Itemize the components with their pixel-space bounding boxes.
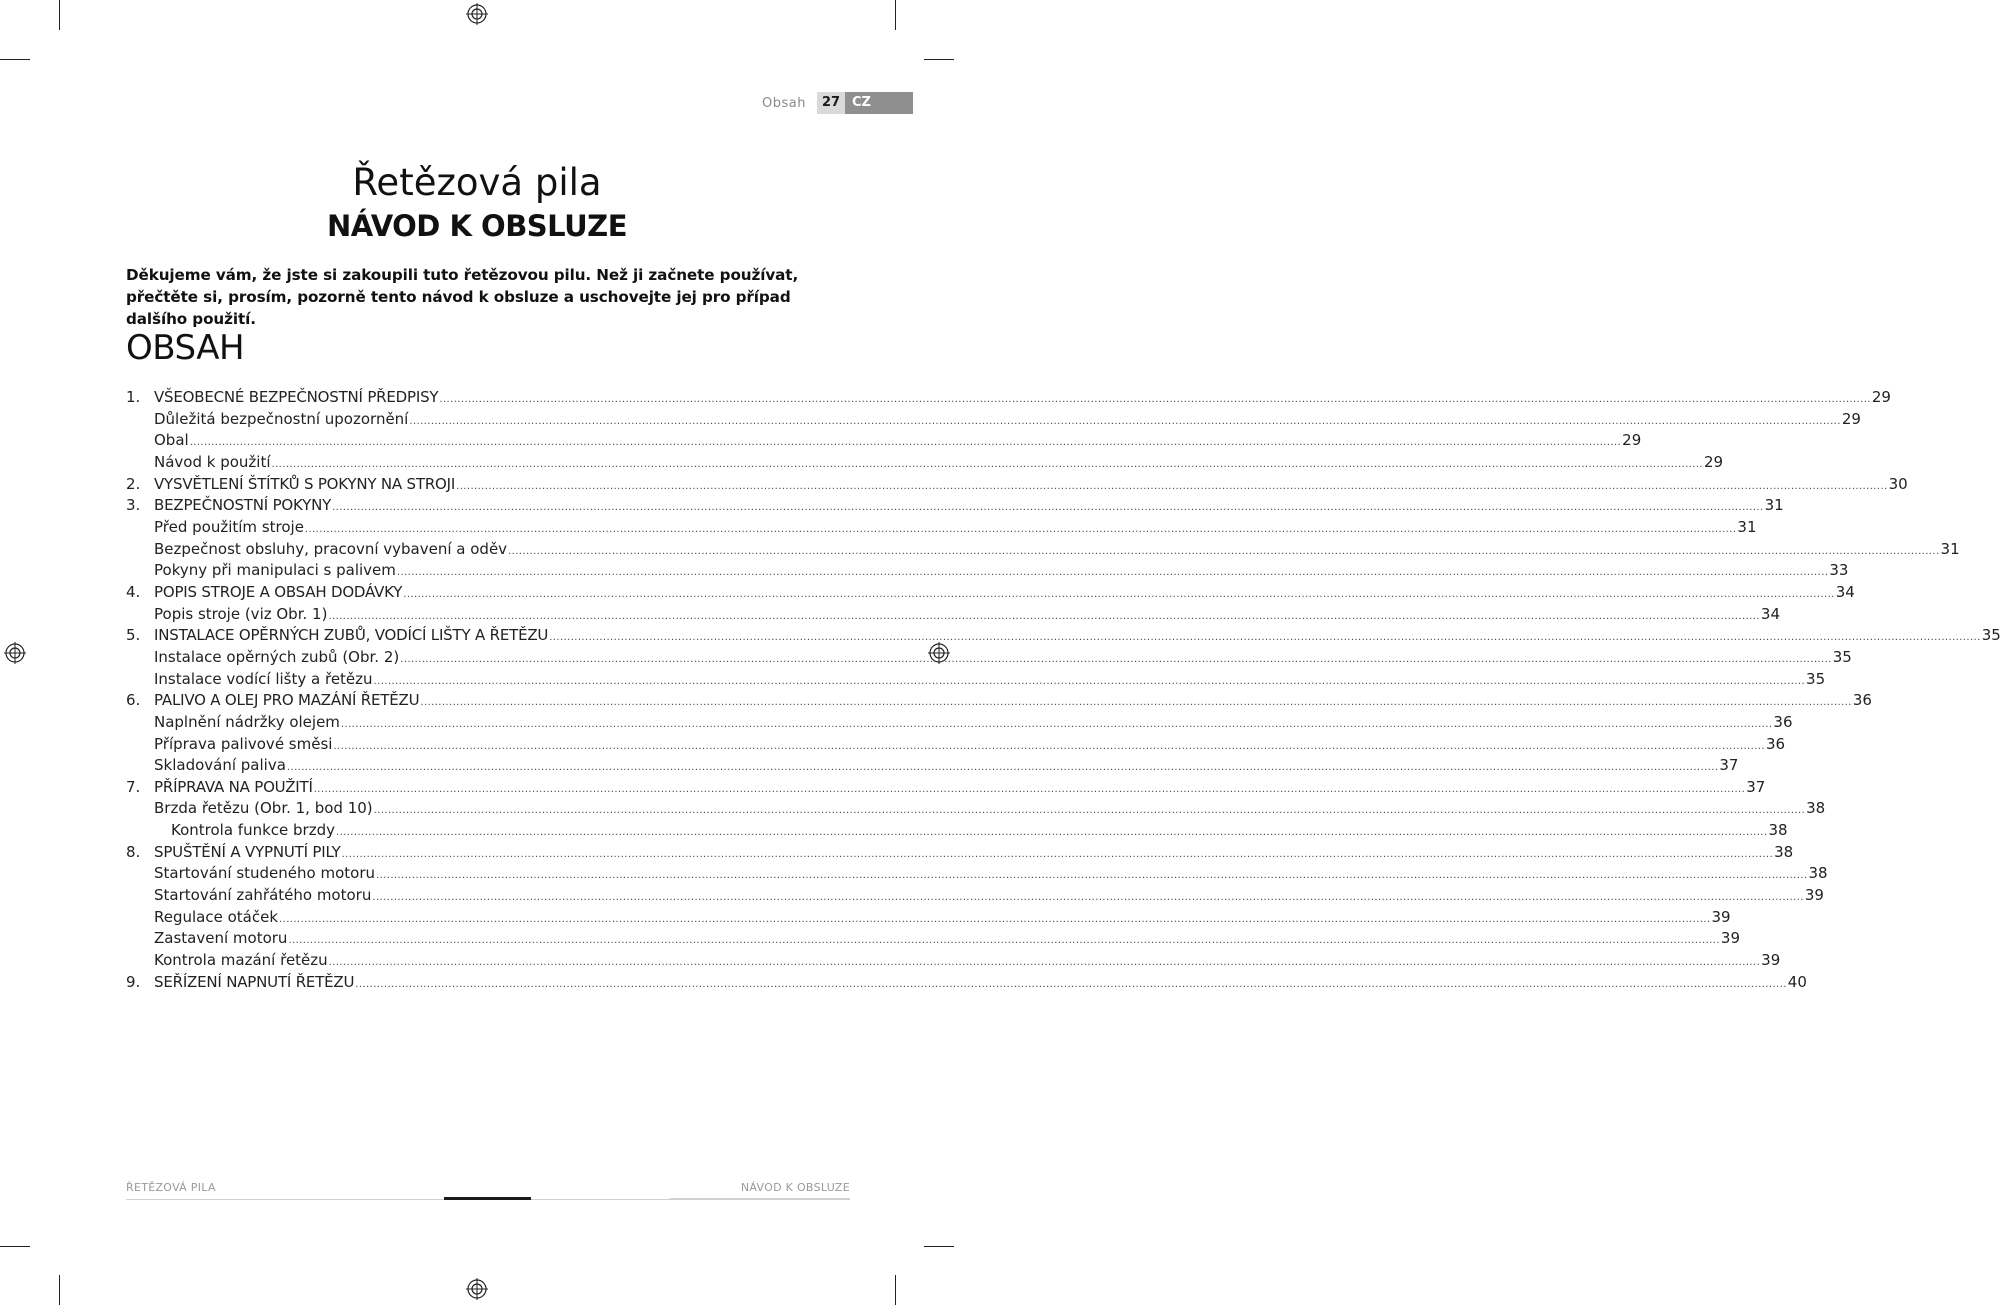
- toc-entry-page: 38: [1768, 821, 1788, 840]
- crop-mark-bottom-left-h: [0, 1246, 30, 1247]
- toc-dot-leader: ................................................................................................................................................................................................................................................................................................................................................................................................................: [373, 675, 1806, 687]
- toc-entry-page: 36: [1773, 712, 1793, 731]
- toc-entry-title: Pokyny při manipulaci s palivem: [154, 561, 396, 580]
- toc-entry[interactable]: [126, 863, 1828, 885]
- toc-dot-leader: ................................................................................................................................................................................................................................................................................................................................................................................................................: [376, 870, 1808, 882]
- toc-entry-page: 31: [1940, 539, 1960, 558]
- toc-entry-title: Instalace vodící lišty a řetězu: [154, 669, 373, 688]
- toc-entry-title: Příprava palivové směsi: [154, 734, 333, 753]
- toc-dot-leader: ................................................................................................................................................................................................................................................................................................................................................................................................................: [340, 718, 1773, 730]
- toc-entry[interactable]: [126, 950, 1781, 972]
- toc-entry-page: 39: [1720, 929, 1741, 948]
- toc-entry-number: 1.: [126, 388, 141, 406]
- registration-mark-icon: [466, 1278, 488, 1300]
- toc-entry[interactable]: [126, 474, 1908, 496]
- toc-entry[interactable]: [126, 842, 1794, 864]
- toc-entry[interactable]: [126, 928, 1741, 950]
- toc-entry-page: 37: [1746, 777, 1766, 796]
- toc-entry[interactable]: [126, 820, 1788, 842]
- toc-dot-leader: ................................................................................................................................................................................................................................................................................................................................................................................................................: [396, 567, 1829, 579]
- toc-entry[interactable]: [126, 798, 1826, 820]
- crop-mark-top-left-h: [0, 59, 30, 60]
- toc-entry-title: Brzda řetězu (Obr. 1, bod 10): [154, 799, 373, 818]
- table-of-contents: [126, 387, 2001, 993]
- toc-entry-number: 8.: [126, 842, 141, 861]
- toc-entry-page: 40: [1787, 972, 1807, 991]
- toc-entry-title: POPIS STROJE A OBSAH DODÁVKY: [154, 582, 403, 601]
- footer-rule-segment: [444, 1197, 531, 1200]
- footer-rule-segment: [670, 1198, 850, 1200]
- toc-entry-page: 36: [1765, 734, 1786, 753]
- toc-entry[interactable]: [126, 734, 1786, 756]
- toc-entry-title: Instalace opěrných zubů (Obr. 2): [154, 647, 400, 666]
- toc-entry-title: Obal: [154, 431, 189, 450]
- toc-entry[interactable]: [126, 560, 1849, 582]
- toc-entry-page: 29: [1841, 409, 1861, 428]
- toc-entry-page: 39: [1804, 886, 1824, 905]
- toc-entry-title: BEZPEČNOSTNÍ POKYNY: [154, 496, 332, 515]
- toc-entry-page: 35: [1981, 626, 2001, 645]
- toc-dot-leader: ................................................................................................................................................................................................................................................................................................................................................................................................................: [341, 848, 1774, 860]
- toc-entry-title: Skladování paliva: [154, 756, 286, 775]
- toc-entry[interactable]: [126, 907, 1731, 929]
- toc-entry-page: 37: [1719, 756, 1739, 775]
- document-title: Řetězová pila: [352, 161, 602, 204]
- toc-entry[interactable]: [126, 647, 1852, 669]
- toc-dot-leader: ................................................................................................................................................................................................................................................................................................................................................................................................................: [549, 632, 1981, 644]
- header-page-number: 27: [817, 92, 845, 114]
- toc-entry-title: Návod k použití: [154, 452, 271, 471]
- toc-dot-leader: ................................................................................................................................................................................................................................................................................................................................................................................................................: [355, 978, 1787, 990]
- toc-entry-number: 4.: [126, 582, 141, 601]
- toc-dot-leader: ................................................................................................................................................................................................................................................................................................................................................................................................................: [286, 762, 1719, 774]
- toc-entry-page: 39: [1761, 951, 1781, 970]
- toc-entry-title: SEŘÍZENÍ NAPNUTÍ ŘETĚZU: [154, 972, 355, 991]
- toc-entry[interactable]: [126, 452, 1724, 474]
- toc-entry[interactable]: [126, 409, 1861, 431]
- toc-entry-title: PALIVO A OLEJ PRO MAZÁNÍ ŘETĚZU: [154, 691, 420, 710]
- toc-entry[interactable]: [126, 972, 1807, 994]
- toc-dot-leader: ................................................................................................................................................................................................................................................................................................................................................................................................................: [333, 740, 1765, 752]
- toc-dot-leader: ................................................................................................................................................................................................................................................................................................................................................................................................................: [420, 697, 1852, 709]
- crop-mark-bottom-left-v: [59, 1275, 60, 1305]
- toc-dot-leader: ................................................................................................................................................................................................................................................................................................................................................................................................................: [328, 610, 1760, 622]
- toc-entry-title: Startování studeného motoru: [154, 864, 375, 883]
- crop-mark-bottom-right-h: [924, 1246, 954, 1247]
- toc-dot-leader: ................................................................................................................................................................................................................................................................................................................................................................................................................: [279, 913, 1711, 925]
- toc-entry-page: 35: [1806, 669, 1826, 688]
- toc-entry-page: 30: [1888, 474, 1908, 493]
- header-language-tab: CZ: [845, 92, 913, 114]
- toc-entry-page: 34: [1760, 604, 1781, 623]
- toc-dot-leader: ................................................................................................................................................................................................................................................................................................................................................................................................................: [439, 394, 1871, 405]
- registration-mark-icon: [466, 3, 488, 25]
- footer-rule-segment: [126, 1199, 444, 1200]
- toc-entry[interactable]: [126, 495, 1784, 517]
- toc-entry-number: 3.: [126, 496, 141, 515]
- toc-entry-title: Popis stroje (viz Obr. 1): [154, 604, 328, 623]
- toc-dot-leader: ................................................................................................................................................................................................................................................................................................................................................................................................................: [456, 480, 1888, 492]
- toc-dot-leader: ................................................................................................................................................................................................................................................................................................................................................................................................................: [508, 545, 1940, 557]
- toc-entry-title: Regulace otáček: [154, 907, 279, 926]
- toc-entry-page: 29: [1704, 452, 1724, 471]
- toc-entry-title: VŠEOBECNÉ BEZPEČNOSTNÍ PŘEDPISY: [154, 388, 439, 406]
- toc-entry-number: 7.: [126, 777, 141, 796]
- toc-entry[interactable]: [126, 755, 1739, 777]
- registration-mark-icon: [4, 642, 26, 664]
- toc-entry-number: 6.: [126, 691, 141, 710]
- toc-dot-leader: ................................................................................................................................................................................................................................................................................................................................................................................................................: [373, 805, 1806, 817]
- toc-entry[interactable]: [126, 430, 1642, 452]
- toc-entry-title: Kontrola funkce brzdy: [171, 821, 335, 840]
- toc-entry-title: INSTALACE OPĚRNÝCH ZUBŮ, VODÍCÍ LIŠTY A ŘETĚZU: [154, 626, 549, 645]
- toc-entry-title: PŘÍPRAVA NA POUŽITÍ: [154, 777, 313, 796]
- toc-entry-title: Důležitá bezpečnostní upozornění: [154, 409, 409, 428]
- toc-entry-page: 33: [1829, 561, 1849, 580]
- toc-entry[interactable]: [126, 669, 1826, 691]
- toc-entry-page: 29: [1871, 388, 1891, 406]
- toc-heading: OBSAH: [126, 328, 245, 368]
- toc-entry[interactable]: [126, 582, 1855, 604]
- footer-rule-segment: [531, 1199, 670, 1200]
- toc-entry-title: VYSVĚTLENÍ ŠTÍTKŮ S POKYNY NA STROJI: [154, 474, 456, 493]
- crop-mark-bottom-right-v: [895, 1275, 896, 1305]
- toc-entry[interactable]: [126, 885, 1824, 907]
- toc-entry-page: 39: [1711, 907, 1731, 926]
- toc-entry-page: 34: [1835, 582, 1855, 601]
- toc-dot-leader: ................................................................................................................................................................................................................................................................................................................................................................................................................: [332, 502, 1764, 514]
- toc-entry-page: 36: [1852, 691, 1872, 710]
- intro-paragraph: Děkujeme vám, že jste si zakoupili tuto řetězovou pilu. Než ji začnete používat, přečtěte si, prosím, pozorně tento návod k obsluze a uschovejte jej pro případ dalšího použití.: [126, 266, 799, 328]
- toc-entry[interactable]: [126, 539, 1960, 561]
- footer-right-label: NÁVOD K OBSLUZE: [740, 1181, 850, 1194]
- toc-dot-leader: ................................................................................................................................................................................................................................................................................................................................................................................................................: [400, 653, 1832, 665]
- toc-entry-page: 38: [1774, 842, 1794, 861]
- toc-entry-number: 5.: [126, 626, 141, 645]
- toc-dot-leader: ................................................................................................................................................................................................................................................................................................................................................................................................................: [372, 892, 1804, 904]
- toc-entry-title: Před použitím stroje: [154, 517, 304, 536]
- toc-entry-title: SPUŠTĚNÍ A VYPNUTÍ PILY: [154, 842, 341, 861]
- toc-entry-number: 9.: [126, 972, 141, 991]
- toc-entry-page: 38: [1808, 864, 1828, 883]
- toc-entry-page: 31: [1764, 496, 1784, 515]
- toc-entry-page: 29: [1622, 431, 1642, 450]
- toc-dot-leader: ................................................................................................................................................................................................................................................................................................................................................................................................................: [403, 588, 1835, 600]
- toc-dot-leader: ................................................................................................................................................................................................................................................................................................................................................................................................................: [271, 458, 1703, 470]
- toc-entry[interactable]: [126, 712, 1793, 734]
- toc-entry-page: 38: [1806, 799, 1826, 818]
- toc-dot-leader: ................................................................................................................................................................................................................................................................................................................................................................................................................: [313, 783, 1746, 795]
- toc-dot-leader: ................................................................................................................................................................................................................................................................................................................................................................................................................: [335, 827, 1768, 839]
- crop-mark-top-right-v: [895, 0, 896, 30]
- toc-entry-title: Zastavení motoru: [154, 929, 288, 948]
- toc-dot-leader: ................................................................................................................................................................................................................................................................................................................................................................................................................: [304, 523, 1737, 535]
- toc-entry[interactable]: [126, 604, 1781, 626]
- toc-entry-title: Kontrola mazání řetězu: [154, 951, 328, 970]
- crop-mark-top-right-h: [924, 59, 954, 60]
- crop-mark-top-left-v: [59, 0, 60, 30]
- toc-dot-leader: ................................................................................................................................................................................................................................................................................................................................................................................................................: [409, 415, 1841, 427]
- toc-dot-leader: ................................................................................................................................................................................................................................................................................................................................................................................................................: [328, 957, 1761, 969]
- toc-entry-number: 2.: [126, 474, 141, 493]
- toc-dot-leader: ................................................................................................................................................................................................................................................................................................................................................................................................................: [189, 437, 1622, 449]
- toc-entry[interactable]: [126, 387, 1891, 409]
- document-subtitle: NÁVOD K OBSLUZE: [326, 209, 628, 243]
- footer-left-label: ŘETĚZOVÁ PILA: [126, 1181, 216, 1194]
- toc-entry-title: Startování zahřátého motoru: [154, 886, 372, 905]
- toc-entry[interactable]: [126, 690, 1872, 712]
- toc-entry[interactable]: [126, 777, 1766, 799]
- toc-entry-page: 35: [1832, 647, 1852, 666]
- toc-entry-page: 31: [1737, 517, 1757, 536]
- toc-entry[interactable]: [126, 517, 1757, 539]
- header-section-label: Obsah: [762, 96, 806, 111]
- toc-dot-leader: ................................................................................................................................................................................................................................................................................................................................................................................................................: [288, 935, 1720, 947]
- toc-entry[interactable]: [126, 625, 2001, 647]
- toc-entry-title: Naplnění nádržky olejem: [154, 712, 340, 731]
- toc-entry-title: Bezpečnost obsluhy, pracovní vybavení a oděv: [154, 539, 508, 558]
